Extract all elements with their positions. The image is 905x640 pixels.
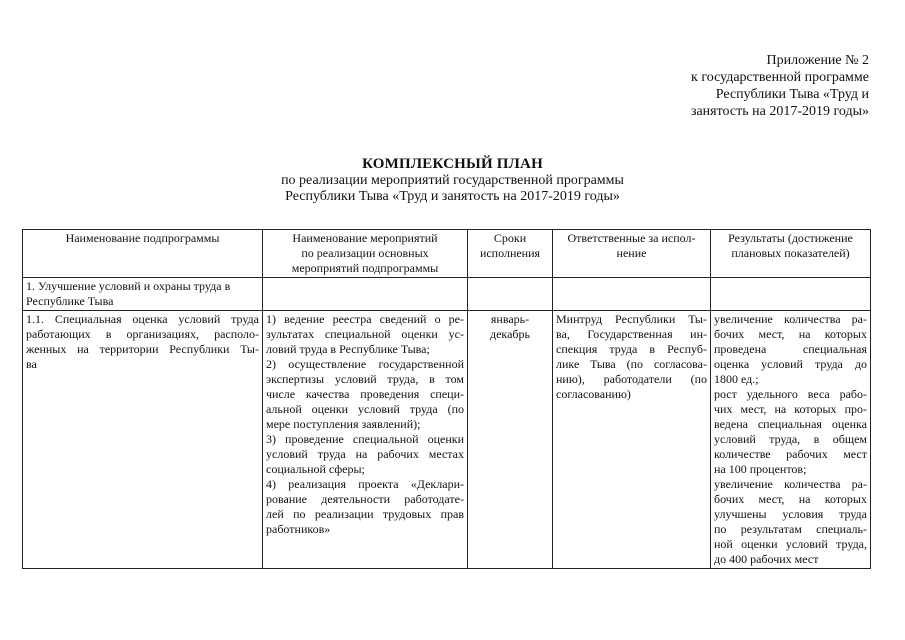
table-row <box>23 311 871 569</box>
cell-line: условий труда, в общем <box>714 432 867 446</box>
cell-line: по результатам специаль- <box>714 522 867 536</box>
appendix-line: Приложение № 2 <box>766 53 869 68</box>
cell-line: ной оценки условий труда, <box>714 537 867 551</box>
cell-line: декабрь <box>490 327 530 341</box>
cell-line: оценка условий труда до <box>714 357 867 371</box>
header-line: Наименование мероприятий <box>292 231 438 245</box>
measures-cell <box>263 311 468 569</box>
header-line: исполнения <box>479 246 541 260</box>
cell-line: спекция труда в Респуб- <box>556 342 707 356</box>
header-line: Ответственные за испол- <box>567 231 696 245</box>
cell-line: работающих в организациях, располо- <box>26 327 259 341</box>
cell-line: ловий труда в Республике Тыва; <box>266 342 430 356</box>
document-heading <box>0 155 905 205</box>
cell-line: условий труда на рабочих местах <box>266 447 464 461</box>
header-deadlines <box>468 230 553 278</box>
header-line: по реализации основных <box>301 246 429 260</box>
cell-line: рост удельного веса рабо- <box>714 387 867 401</box>
cell-line: экспертизы условий труда, в том <box>266 372 464 386</box>
cell-line: социальной сферы; <box>266 462 365 476</box>
cell-line: работников» <box>266 522 331 536</box>
header-line: Сроки <box>493 231 527 245</box>
deadlines-cell <box>468 311 553 569</box>
cell-line: 1800 ед.; <box>714 372 759 386</box>
cell-line: увеличение количества ра- <box>714 477 867 491</box>
section-title-line: 1. Улучшение условий и охраны труда в <box>26 279 231 293</box>
appendix-line: Республики Тыва «Труд и <box>715 87 869 102</box>
cell-line: ведена специальная оценка <box>714 417 867 431</box>
cell-line: 2) осуществление государственной <box>266 357 464 371</box>
appendix-line: занятость на 2017-2019 годы» <box>690 104 869 119</box>
header-line: нение <box>616 246 647 260</box>
table-section-row <box>23 278 871 311</box>
cell-line: бочих мест, на которых <box>714 327 867 341</box>
cell-line: лей по реализации трудовых прав <box>266 507 464 521</box>
header-responsible <box>553 230 711 278</box>
cell-line: до 400 рабочих мест <box>714 552 819 566</box>
cell-line: улучшены условия труда <box>714 507 867 521</box>
header-line: Наименование подпрограммы <box>65 231 220 245</box>
empty-cell <box>711 278 871 311</box>
responsible-cell <box>553 311 711 569</box>
appendix-note <box>629 52 869 120</box>
cell-line: 1.1. Специальная оценка условий труда <box>26 312 259 326</box>
cell-line: женных на территории Республики Ты- <box>26 342 259 356</box>
cell-line: бочих мест, на которых <box>714 492 867 506</box>
cell-line: согласованию) <box>556 387 631 401</box>
cell-line: 4) реализация проекта «Деклари- <box>266 477 464 491</box>
header-line: Результаты (достижение <box>728 231 853 245</box>
section-title-line: Республике Тыва <box>26 294 114 308</box>
cell-line: чих мест, на которых про- <box>714 402 867 416</box>
appendix-line: к государственной программе <box>691 70 869 85</box>
cell-line: 1) ведение реестра сведений о ре- <box>266 312 464 326</box>
header-line: плановых показателей) <box>731 246 850 260</box>
cell-line: зультатах специальной оценки ус- <box>266 327 464 341</box>
cell-line: рование деятельности работодате- <box>266 492 464 506</box>
document-title: КОМПЛЕКСНЫЙ ПЛАН <box>362 156 543 172</box>
subprogram-cell <box>23 311 263 569</box>
cell-line: увеличение количества ра- <box>714 312 867 326</box>
cell-line: январь- <box>490 312 530 326</box>
results-cell <box>711 311 871 569</box>
header-subprogram <box>23 230 263 278</box>
cell-line: лике Тыва (по согласова- <box>556 357 707 371</box>
cell-line: 3) проведение специальной оценки <box>266 432 464 446</box>
cell-line: на 100 процентов; <box>714 462 807 476</box>
cell-line: Минтруд Республики Ты- <box>556 312 707 326</box>
section-title-cell <box>23 278 263 311</box>
header-line: мероприятий подпрограммы <box>291 261 439 275</box>
empty-cell <box>468 278 553 311</box>
cell-line: числе качества проведения специ- <box>266 387 464 401</box>
cell-line: проведена специальная <box>714 342 867 356</box>
header-results <box>711 230 871 278</box>
cell-line: мере поступления заявлений); <box>266 417 421 431</box>
cell-line: ва <box>26 357 37 371</box>
plan-table <box>22 229 871 569</box>
cell-line: альной оценки условий труда (по <box>266 402 464 416</box>
table-header-row <box>23 230 871 278</box>
document-subtitle-line: по реализации мероприятий государственной программы <box>281 173 624 188</box>
empty-cell <box>263 278 468 311</box>
cell-line: количестве рабочих мест <box>714 447 867 461</box>
header-measures <box>263 230 468 278</box>
cell-line: ва, Государственная ин- <box>556 327 707 341</box>
document-subtitle-line: Республики Тыва «Труд и занятость на 2017-2019 годы» <box>285 189 620 204</box>
cell-line: нию), работодатели (по <box>556 372 707 386</box>
empty-cell <box>553 278 711 311</box>
